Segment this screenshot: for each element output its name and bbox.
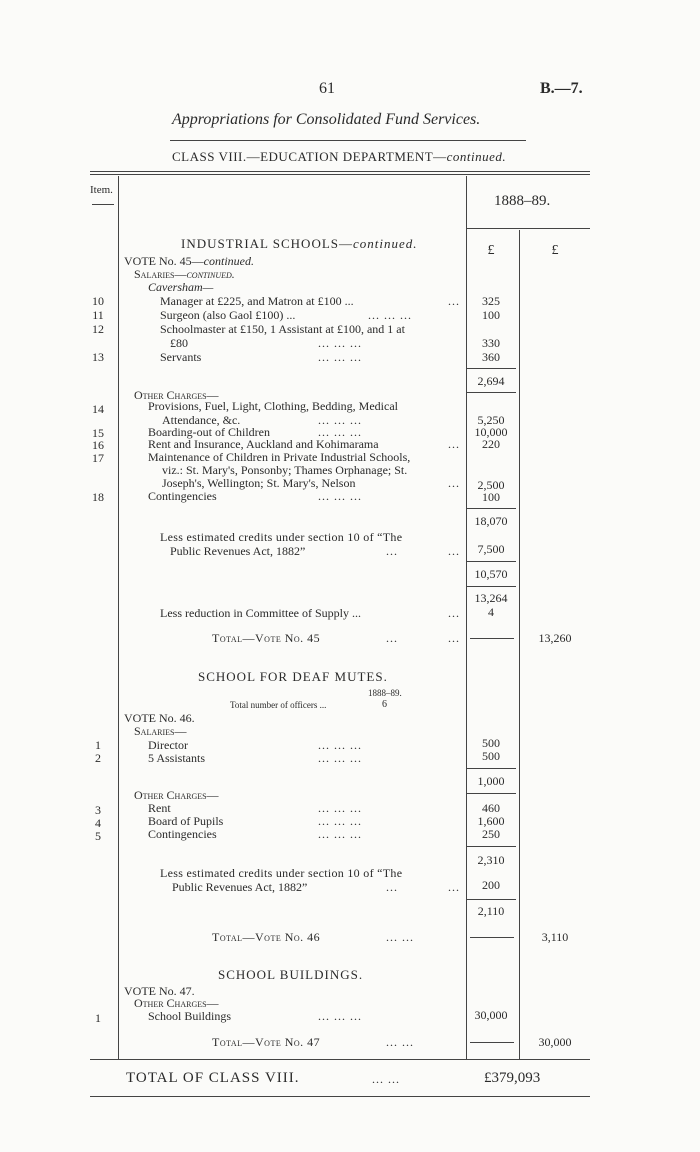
item-number: 5 [95, 829, 101, 843]
row-label: Maintenance of Children in Private Industrial Schools, [148, 450, 411, 464]
currency-col2: £ [551, 243, 559, 258]
row-dots: ... ... ... [318, 1009, 362, 1023]
row-dots: ... [448, 880, 460, 894]
row-label: Rent and Insurance, Auckland and Kohimarama [148, 437, 379, 451]
row-label: Surgeon (also Gaol £100) ... [160, 308, 296, 322]
row-amount: 500 [482, 749, 500, 763]
total-vote-46: 3,110 [541, 930, 569, 944]
row-label: School Buildings [148, 1009, 232, 1023]
item-label-underline [92, 204, 114, 205]
item-number: 13 [92, 350, 104, 364]
deaf-mutes-heading: SCHOOL FOR DEAF MUTES. [198, 669, 388, 684]
total-vote-45-label: Total—Vote No. 45 [212, 631, 321, 645]
subtotal-45: 18,070 [474, 514, 508, 528]
sum-rule [466, 392, 516, 393]
grand-total-rule [90, 1096, 590, 1097]
year-rule [466, 228, 590, 229]
salaries-label-46: Salaries— [134, 724, 187, 738]
grand-total-label: TOTAL OF CLASS VIII. [126, 1070, 300, 1086]
item-number: 1 [95, 738, 101, 752]
row-label: Servants [160, 350, 202, 364]
net-45: 10,570 [474, 567, 508, 581]
vote-47-label: VOTE No. 47. [124, 984, 195, 998]
page-title: Appropriations for Consolidated Fund Services. [172, 111, 481, 128]
row-dots: ... ... ... [318, 827, 362, 841]
total-vote-47: 30,000 [538, 1035, 572, 1049]
item-number: 3 [95, 803, 101, 817]
row-label-cont: viz.: St. Mary's, Ponsonby; Thames Orphanage; St. [162, 463, 408, 477]
less-credits-label: Less estimated credits under section 10 of “The [160, 530, 403, 544]
sum-rule [466, 368, 516, 369]
total-vote-46-label: Total—Vote No. 46 [212, 930, 321, 944]
other-charges-label-46: Other Charges— [134, 788, 219, 802]
table-top-rule [90, 171, 590, 172]
school-buildings-heading: SCHOOL BUILDINGS. [218, 967, 364, 982]
row-label: Director [148, 738, 188, 752]
less-credits-label: Less estimated credits under section 10 of “The [160, 866, 403, 880]
page-number: 61 [319, 80, 335, 97]
row-label: Contingencies [148, 827, 217, 841]
vote-45-label: VOTE No. 45—continued. [124, 254, 254, 268]
item-number: 11 [92, 308, 104, 322]
salaries-label-45: Salaries—continued. [134, 267, 235, 281]
row-dots: ... ... [386, 1035, 414, 1049]
row-label-cont: £80 [170, 336, 188, 350]
other-charges-label-47: Other Charges— [134, 996, 219, 1010]
item-number: 15 [92, 426, 104, 440]
item-number: 18 [92, 490, 104, 504]
row-dots: ... ... ... [318, 489, 362, 503]
item-number: 17 [92, 451, 104, 465]
table-bottom-rule [90, 1059, 590, 1060]
row-dots: ... [448, 606, 460, 620]
sum-rule [466, 846, 516, 847]
industrial-heading: INDUSTRIAL SCHOOLS—continued. [181, 236, 418, 251]
row-amount: 325 [482, 294, 500, 308]
row-amount: 100 [482, 308, 500, 322]
vote-46-label: VOTE No. 46. [124, 711, 195, 725]
subtotal-46: 2,310 [477, 853, 505, 867]
row-label: Manager at £225, and Matron at £100 ... [160, 294, 354, 308]
row-dots: ... [448, 294, 460, 308]
net-46: 2,110 [477, 904, 505, 918]
currency-col1: £ [487, 243, 495, 258]
row-dots: ... ... ... [318, 751, 362, 765]
row-amount: 500 [482, 736, 500, 750]
item-number: 10 [92, 294, 104, 308]
table-top-rule-2 [90, 174, 590, 175]
other-charges-label-45: Other Charges— [134, 388, 219, 402]
row-dots: ... [448, 631, 460, 645]
row-dots: ... ... ... [368, 308, 412, 322]
row-dots: ... [386, 631, 398, 645]
row-label-cont: Joseph's, Wellington; St. Mary's, Nelson [162, 476, 356, 490]
row-label: Boarding-out of Children [148, 425, 270, 439]
row-label: Contingencies [148, 489, 217, 503]
row-label: Rent [148, 801, 171, 815]
row-amount: 10,000 [474, 425, 508, 439]
caversham-label: Caversham— [148, 280, 214, 294]
officers-year: 1888–89. [368, 688, 402, 698]
sum-rule [466, 899, 516, 900]
officers-label: Total number of officers ... [230, 700, 327, 710]
row-amount: 2,500 [477, 478, 505, 492]
salaries-total-46: 1,000 [477, 774, 505, 788]
row-label: Board of Pupils [148, 814, 224, 828]
sum-rule [466, 586, 516, 587]
row-dots: ... ... ... [318, 413, 362, 427]
row-amount: 220 [482, 437, 500, 451]
title-rule [170, 140, 526, 141]
row-dots: ... [386, 544, 398, 558]
row-dots: ... ... ... [318, 350, 362, 364]
row-amount: 1,600 [477, 814, 505, 828]
row-dots: ... ... ... [318, 336, 362, 350]
row-dots: ... [386, 880, 398, 894]
row-amount: 100 [482, 490, 500, 504]
row-label: Provisions, Fuel, Light, Clothing, Bedding, Medical [148, 399, 398, 413]
row-dots: ... ... ... [318, 814, 362, 828]
sum-rule [466, 561, 516, 562]
row-label-cont: Attendance, &c. [162, 413, 241, 427]
sum-rule [466, 768, 516, 769]
row-dots: ... [448, 544, 460, 558]
officers-count: 6 [382, 699, 387, 710]
row-dots: ... ... ... [318, 738, 362, 752]
credits-45: 7,500 [477, 542, 505, 556]
year-label: 1888–89. [494, 193, 551, 209]
row-amount: 330 [482, 336, 500, 350]
row-dots: ... [448, 437, 460, 451]
total-vote-45: 13,260 [538, 631, 572, 645]
total-vote-47-label: Total—Vote No. 47 [212, 1035, 321, 1049]
row-amount: 460 [482, 801, 500, 815]
row-amount: 250 [482, 827, 500, 841]
sum-rule [466, 793, 516, 794]
row-label: Schoolmaster at £150, 1 Assistant at £100, and 1 at [160, 322, 405, 336]
item-number: 1 [95, 1011, 101, 1025]
item-number: 2 [95, 751, 101, 765]
row-dots: ... ... ... [318, 801, 362, 815]
less-credits-label-cont: Public Revenues Act, 1882” [170, 544, 306, 558]
row-dots: ... ... [372, 1072, 400, 1086]
row-label: 5 Assistants [148, 751, 206, 765]
class-heading: CLASS VIII.—EDUCATION DEPARTMENT—continued. [172, 149, 507, 164]
row-dots: ... [448, 476, 460, 490]
item-column-label: Item. [90, 184, 113, 196]
reduction-label: Less reduction in Committee of Supply ... [160, 606, 361, 620]
item-number: 14 [92, 402, 104, 416]
row-amount: 360 [482, 350, 500, 364]
item-number: 4 [95, 816, 101, 830]
item-number: 12 [92, 322, 104, 336]
item-column-rule [118, 176, 119, 1059]
total-rule [470, 638, 514, 639]
reduction-amount: 4 [488, 605, 494, 619]
sum-rule [466, 508, 516, 509]
credits-46: 200 [482, 878, 500, 892]
total-rule [470, 1042, 514, 1043]
row-amount: 30,000 [474, 1008, 508, 1022]
row-amount: 5,250 [477, 413, 505, 427]
grand-total: £379,093 [484, 1070, 541, 1086]
item-number: 16 [92, 438, 104, 452]
row-dots: ... ... ... [318, 425, 362, 439]
salaries-total-45: 2,694 [477, 374, 505, 388]
total-rule [470, 937, 514, 938]
row-dots: ... ... [386, 930, 414, 944]
document-reference: B.—7. [540, 80, 583, 97]
combined-45: 13,264 [474, 591, 508, 605]
less-credits-label-cont: Public Revenues Act, 1882” [172, 880, 308, 894]
